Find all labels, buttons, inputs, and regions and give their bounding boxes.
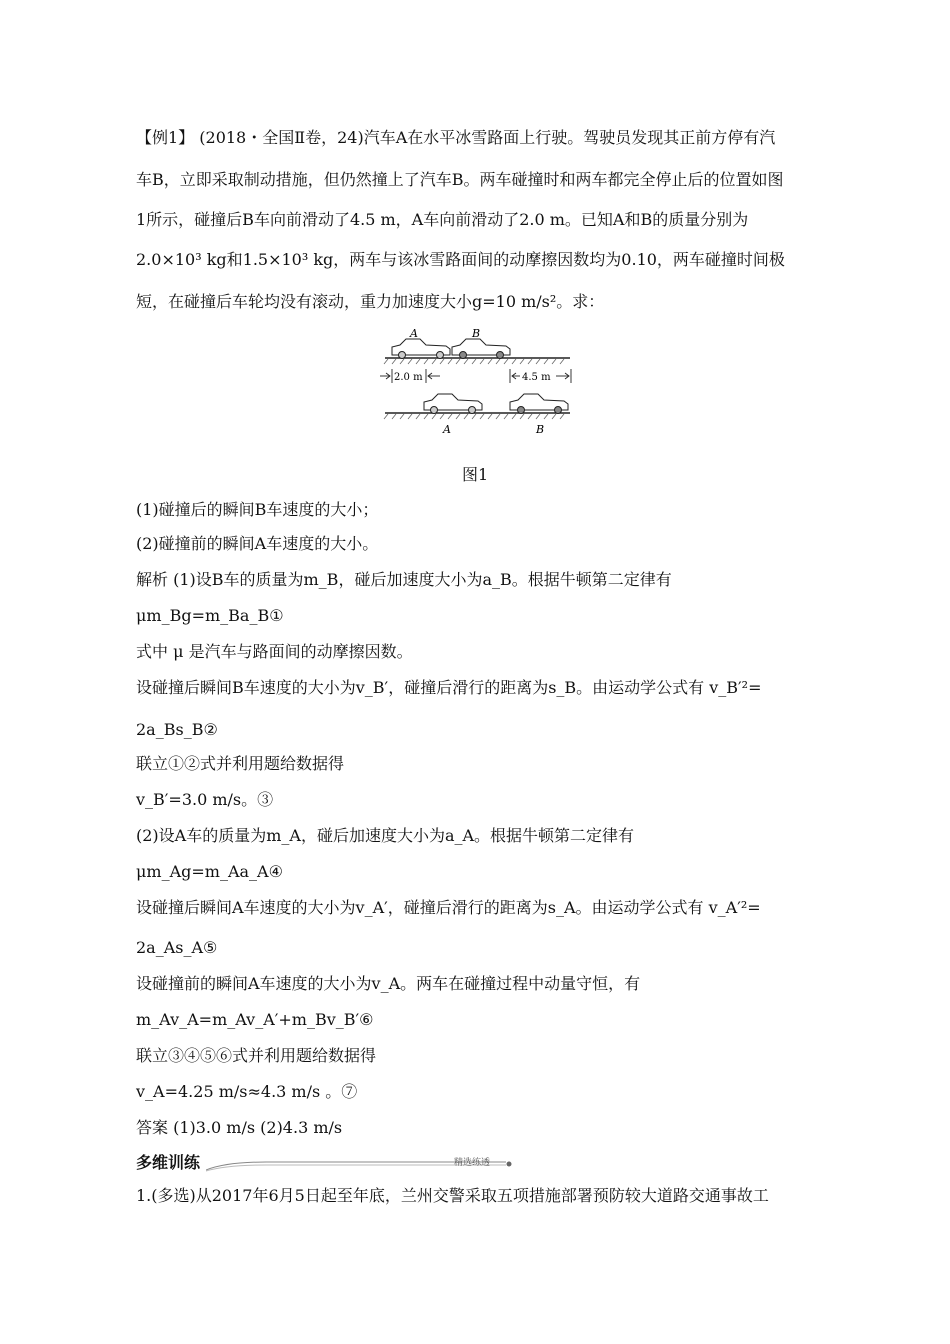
equation-6: m_Av_A=m_Av_A′+m_Bv_B′⑥: [136, 1010, 374, 1029]
equation-2: 2a_Bs_B②: [136, 720, 218, 739]
section-subtitle: 精选练透: [454, 1158, 491, 1168]
collision-figure: [380, 325, 575, 440]
solution-line-3: 设碰撞后瞬间B车速度的大小为v_B′，碰撞后滑行的距离为s_B。由运动学公式有 v_B′²=: [136, 678, 762, 697]
solution-line-5: (2)设A车的质量为m_A，碰后加速度大小为a_A。根据牛顿第二定律有: [136, 826, 635, 845]
solution-line-1: 解析 (1)设B车的质量为m_B，碰后加速度大小为a_B。根据牛顿第二定律有: [136, 570, 672, 589]
solution-line-7: 设碰撞前的瞬间A车速度的大小为v_A。两车在碰撞过程中动量守恒，有: [136, 974, 641, 993]
solution-line-2: 式中 μ 是汽车与路面间的动摩擦因数。: [136, 642, 413, 661]
dist-b-label: 4.5 m: [522, 372, 551, 383]
equation-4: μm_Ag=m_Aa_A④: [136, 862, 283, 881]
dist-a-label: 2.0 m: [394, 372, 423, 383]
equation-1: μm_Bg=m_Ba_B①: [136, 606, 284, 625]
car-b-bottom: [510, 394, 568, 414]
label-a-top: A: [410, 327, 418, 340]
section-title: 多维训练: [136, 1153, 201, 1172]
label-b-top: B: [472, 327, 481, 340]
answer-line: 答案 (1)3.0 m/s (2)4.3 m/s: [136, 1118, 343, 1137]
exercise-line-1: 1.(多选)从2017年6月5日起至年底，兰州交警采取五项措施部署预防较大道路交通事故工: [136, 1186, 769, 1205]
problem-line-2: 车B，立即采取制动措施，但仍然撞上了汽车B。两车碰撞时和两车都完全停止后的位置如图: [136, 170, 784, 189]
car-b-top: [452, 339, 510, 359]
label-b-bottom: B: [536, 423, 545, 436]
label-a-bottom: A: [443, 423, 451, 436]
equation-5: 2a_As_A⑤: [136, 938, 218, 957]
problem-line-3: 1所示，碰撞后B车向前滑动了4.5 m，A车向前滑动了2.0 m。已知A和B的质量分别为: [136, 210, 749, 229]
solution-line-8: 联立③④⑤⑥式并利用题给数据得: [136, 1046, 377, 1065]
solution-line-6: 设碰撞后瞬间A车速度的大小为v_A′，碰撞后滑行的距离为s_A。由运动学公式有 v_A′²=: [136, 898, 761, 917]
problem-line-4: 2.0×10³ kg和1.5×10³ kg，两车与该冰雪路面间的动摩擦因数均为0.10，两车碰撞时间极: [136, 250, 785, 269]
car-a-top: [392, 339, 450, 359]
problem-line-1: 【例1】 (2018・全国Ⅱ卷，24)汽车A在水平冰雪路面上行驶。驾驶员发现其正前方停有汽: [136, 128, 776, 147]
solution-line-4: 联立①②式并利用题给数据得: [136, 754, 345, 773]
equation-3: v_B′=3.0 m/s。③: [136, 790, 274, 809]
question-1: (1)碰撞后的瞬间B车速度的大小；: [136, 500, 379, 519]
figure-caption: 图1: [462, 465, 489, 484]
question-2: (2)碰撞前的瞬间A车速度的大小。: [136, 534, 379, 553]
section-header: [136, 1150, 816, 1174]
problem-line-5: 短，在碰撞后车轮均没有滚动，重力加速度大小g=10 m/s²。求：: [136, 292, 605, 311]
equation-7: v_A=4.25 m/s≈4.3 m/s 。⑦: [136, 1082, 358, 1101]
car-a-bottom: [424, 394, 482, 414]
